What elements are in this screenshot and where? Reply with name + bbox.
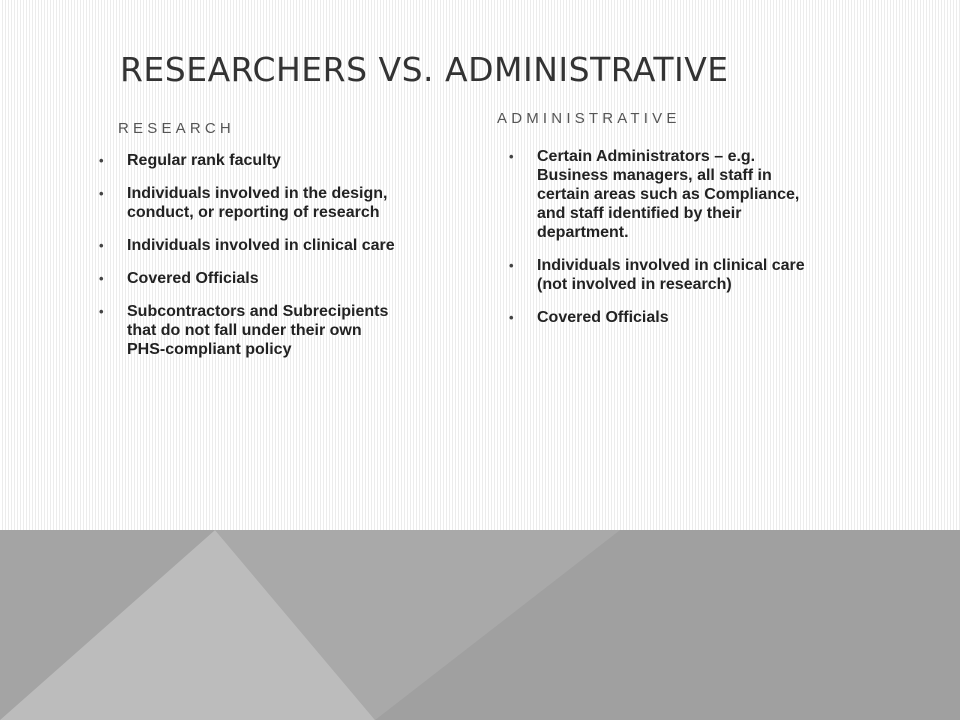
decorative-bottom-band xyxy=(0,530,960,720)
research-list xyxy=(99,151,399,373)
list-item: • Individuals involved in the design, conduct, or reporting of research xyxy=(99,184,399,222)
administrative-heading: ADMINISTRATIVE xyxy=(497,110,681,127)
list-item: • Covered Officials xyxy=(99,269,399,288)
list-item: • Regular rank faculty xyxy=(99,151,399,170)
list-item: • Individuals involved in clinical care xyxy=(99,236,399,255)
list-item: • Individuals involved in clinical care (not involved in research) xyxy=(509,256,814,294)
list-item: • Certain Administrators – e.g. Business managers, all staff in certain areas such as Compliance, and staff identified by their department. xyxy=(509,147,814,242)
list-item: • Covered Officials xyxy=(509,308,814,327)
decorative-triangles xyxy=(0,530,960,720)
research-heading: RESEARCH xyxy=(118,120,235,137)
list-item: • Subcontractors and Subrecipients that do not fall under their own PHS-compliant policy xyxy=(99,302,399,359)
administrative-list xyxy=(509,147,814,341)
slide-title: RESEARCHERS VS. ADMINISTRATIVE xyxy=(120,50,729,89)
